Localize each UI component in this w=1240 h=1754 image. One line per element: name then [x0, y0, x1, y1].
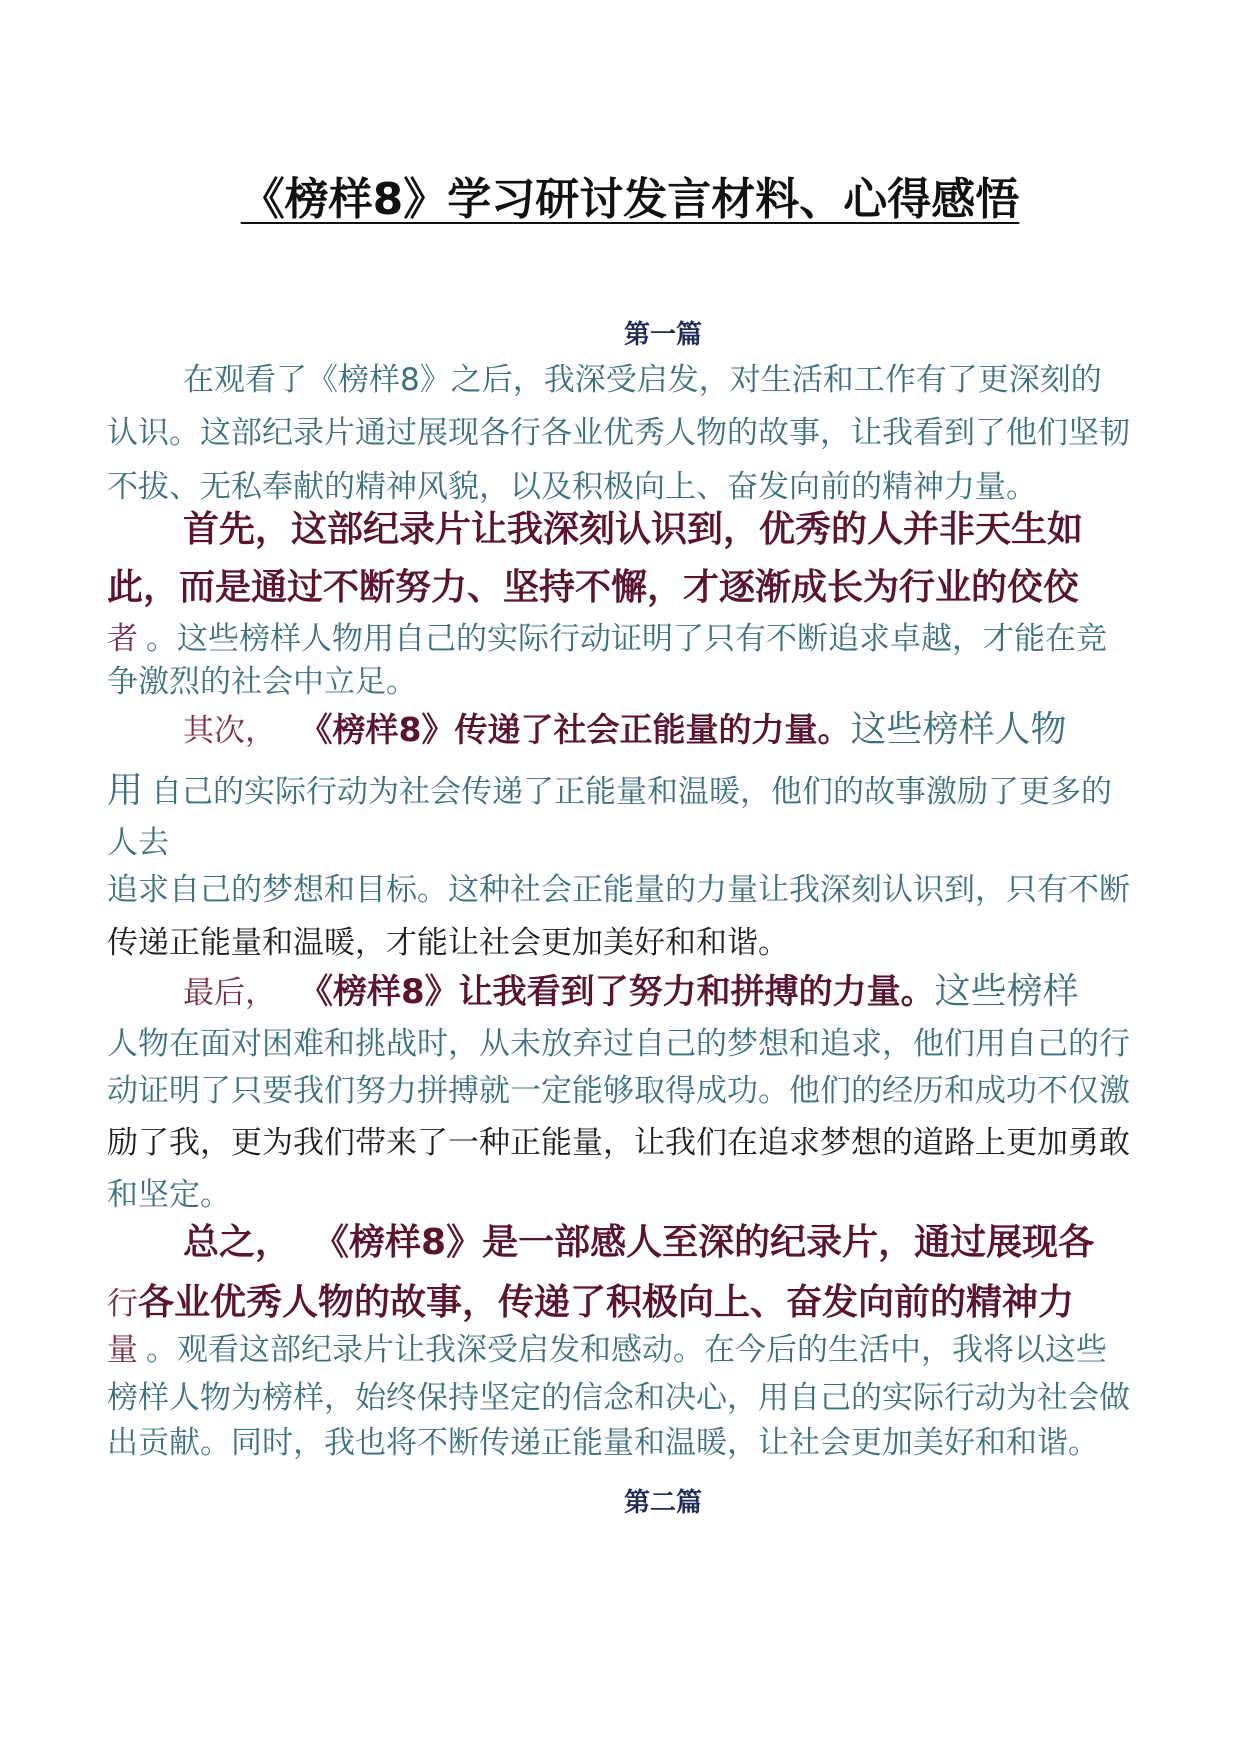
paragraph-3-line-1: [183, 702, 1066, 758]
paragraph-3-line-2-lead: 用: [107, 770, 144, 811]
paragraph-5-line-3-text: 。观看这部纪录片让我深受启发和感动。在今后的生活中，我将以这些: [146, 1332, 1107, 1368]
paragraph-3-line-4: 追求自己的梦想和目标。这种社会正能量的力量让我深刻认识到，只有不断: [107, 872, 1130, 908]
document-title-text: 《榜样8》学习研讨发言材料、心得感悟: [240, 174, 1020, 225]
paragraph-3-line-1-tail: 这些榜样人物: [850, 709, 1067, 750]
paragraph-4-line-3: 动证明了只要我们努力拼搏就一定能够取得成功。他们的经历和成功不仅激: [107, 1073, 1130, 1109]
paragraph-5-line-5: 出贡献。同时，我也将不断传递正能量和温暖，让社会更加美好和和谐。: [107, 1425, 1099, 1461]
paragraph-5-line-3-lead: 量: [107, 1332, 138, 1368]
paragraph-5-line-1: [183, 1215, 1094, 1271]
paragraph-2-line-3-text: 。这些榜样人物用自己的实际行动证明了只有不断追求卓越，才能在竞: [146, 621, 1107, 657]
paragraph-4-line-1: [183, 964, 1079, 1020]
paragraph-5-emphasis-line-2: 各业优秀人物的故事，传递了积极向上、奋发向前的精神力: [138, 1282, 1075, 1323]
paragraph-4-line-5: 和坚定。: [107, 1177, 231, 1213]
paragraph-4-line-2: 人物在面对困难和挑战时，从未放弃过自己的梦想和追求，他们用自己的行: [107, 1026, 1130, 1062]
paragraph-2-emphasis-line-2: 此，而是通过不断努力、坚持不懈，才逐渐成长为行业的佼佼: [107, 567, 1080, 608]
paragraph-2-line-4: 争激烈的社会中立足。: [107, 664, 417, 700]
paragraph-2-emphasis-line-1: 首先，这部纪录片让我深刻认识到，优秀的人并非天生如: [183, 509, 1084, 550]
paragraph-4-line-4: 励了我，更为我们带来了一种正能量，让我们在追求梦想的道路上更加勇敢: [107, 1125, 1130, 1161]
paragraph-4-line-1-tail: 这些榜样: [934, 971, 1079, 1012]
paragraph-5-line-2-lead: 行: [107, 1286, 138, 1322]
paragraph-1-line-2: 认识。这部纪录片通过展现各行各业优秀人物的故事，让我看到了他们坚韧: [107, 415, 1130, 451]
paragraph-4-lead: 最后，: [183, 975, 276, 1011]
paragraph-1-line-1: 在观看了《榜样8》之后，我深受启发，对生活和工作有了更深刻的: [183, 362, 1102, 398]
paragraph-3-line-5: 传递正能量和温暖，才能让社会更加美好和和谐。: [107, 925, 789, 961]
paragraph-3-lead: 其次，: [183, 713, 276, 749]
section-heading-part-two: 第二篇: [623, 1488, 702, 1518]
paragraph-3-line-2-text: 自己的实际行动为社会传递了正能量和温暖，他们的故事激励了更多的: [151, 774, 1113, 810]
paragraph-3-emphasis: 《榜样8》传递了社会正能量的力量。: [316, 710, 851, 749]
paragraph-5-emphasis-line-1: 《榜样8》是一部感人至深的纪录片，通过展现各: [331, 1222, 1095, 1263]
paragraph-5-lead: 总之，: [183, 1222, 292, 1263]
paragraph-3-line-3: 人去: [107, 825, 169, 861]
paragraph-1-line-3: 不拔、无私奉献的精神风貌，以及积极向上、奋发向前的精神力量。: [107, 469, 1037, 505]
section-heading-part-one: 第一篇: [623, 320, 702, 350]
paragraph-4-emphasis: 《榜样8》让我看到了努力和拼搏的力量。: [316, 972, 935, 1012]
paragraph-3-line-2: [107, 763, 1112, 819]
paragraph-2-line-3-lead: 者: [107, 621, 138, 657]
document-title: [20, 170, 1240, 230]
paragraph-5-line-4: 榜样人物为榜样，始终保持坚定的信念和决心，用自己的实际行动为社会做: [107, 1380, 1130, 1416]
